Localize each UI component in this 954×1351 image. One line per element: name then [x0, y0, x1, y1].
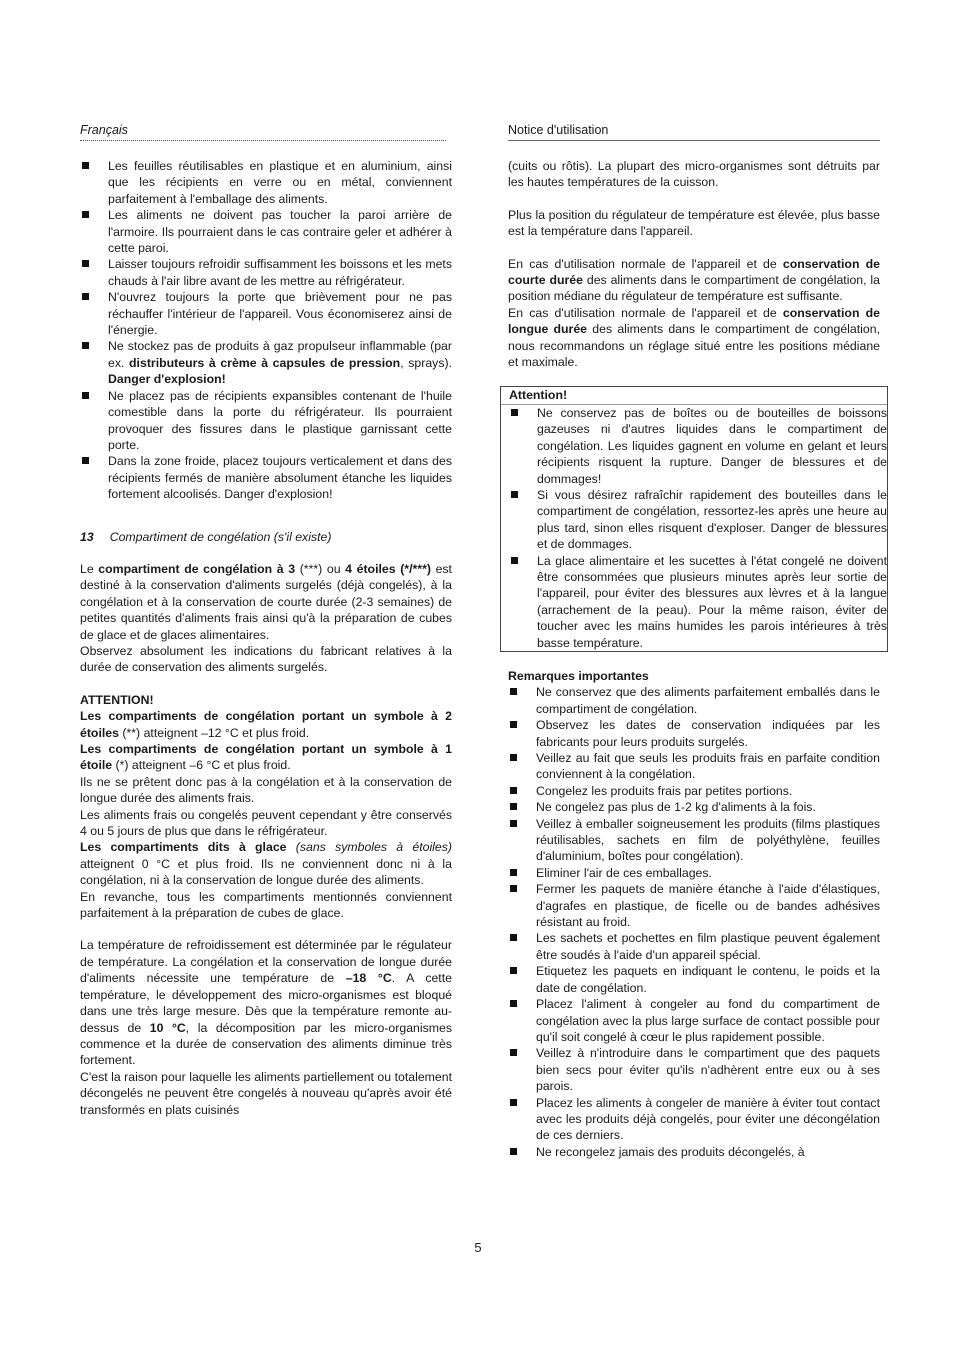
- attention-heading: ATTENTION!: [80, 692, 154, 707]
- attention-list: [501, 405, 887, 651]
- bullet-square-icon: [510, 1000, 517, 1007]
- list-item: Congelez les produits frais par petites portions.: [508, 783, 880, 799]
- fresh-food-paragraph: Les aliments frais ou congelés peuvent cependant y être conservés 4 ou 5 jours de plus que dans le réfrigérateur.: [80, 807, 452, 839]
- bullet-square-icon: [82, 211, 89, 218]
- temperature-paragraph: La température de refroidissement est déterminée par le régulateur de température. La congélation et la conservation de longue durée d'aliments nécessite une température de –18 °C. A cette température, le développement des micro-organismes est bloqué dans une très large mesure. Dès que la température remonte au-dessus de 10 °C, la décomposition par les micro-organismes commence et la durée de conservation des aliments diminue très fortement.: [80, 938, 452, 1068]
- header-language: Français: [80, 122, 446, 141]
- header-title: Notice d'utilisation: [508, 122, 880, 141]
- attention-box: [500, 386, 888, 652]
- remarks-heading: Remarques importantes: [508, 668, 649, 683]
- bullet-square-icon: [510, 754, 517, 761]
- bullet-square-icon: [510, 721, 517, 728]
- contrary-paragraph: En revanche, tous les compartiments mentionnés conviennent parfaitement à la préparation de cubes de glace.: [80, 889, 452, 921]
- one-star-paragraph: Les compartiments de congélation portant un symbole à 1 étoile (*) atteignent –6 °C et plus froid.: [80, 742, 452, 773]
- freezer-intro: Le compartiment de congélation à 3 (***) ou 4 étoiles (*/***) est destiné à la conservation d'aliments surgelés (déjà congelés), à la congélation et à la conservation de courte durée (2-3 semaines) de petites quantités d'aliments frais ainsi qu'à la préparation de cubes de glace et de glaces alimentaires.: [80, 561, 452, 642]
- bullet-square-icon: [82, 342, 89, 349]
- list-item: Placez l'aliment à congeler au fond du compartiment de congélation avec la plus large surface de contact possible pour qu'il soit congelé à cœur le plus rapidement possible.: [508, 996, 880, 1045]
- bullet-square-icon: [82, 392, 89, 399]
- short-term-paragraph: En cas d'utilisation normale de l'appareil et de conservation de courte durée des aliments dans le compartiment de congélation, la position médiane du régulateur de température est suffisante.: [508, 256, 881, 304]
- list-item: Ne recongelez jamais des produits décongelés, à: [508, 1144, 880, 1160]
- bullet-square-icon: [510, 885, 517, 892]
- list-item: Ne placez pas de récipients expansibles contenant de l'huile comestible dans la porte du réfrigérateur. Ils pourraient provoquer des fissures dans le plastique garnissant cette porte.: [80, 388, 452, 454]
- bullet-square-icon: [511, 557, 518, 564]
- ice-compartment-paragraph: Les compartiments dits à glace (sans symboles à étoiles) atteignent 0 °C et plus froid. Ils ne conviennent donc ni à la congélation, ni à la conservation de longue durée des aliments.: [80, 840, 452, 888]
- remarks-list: [508, 684, 880, 1160]
- bullet-square-icon: [510, 967, 517, 974]
- list-item: Ne conservez que des aliments parfaitement emballés dans le compartiment de congélation.: [508, 684, 880, 717]
- list-item: Etiquetez les paquets en indiquant le contenu, le poids et la date de congélation.: [508, 963, 880, 996]
- observe-paragraph: Observez absolument les indications du fabricant relatives à la durée de conservation des aliments surgelés.: [80, 643, 452, 675]
- bullet-square-icon: [82, 293, 89, 300]
- page-number: 5: [474, 1240, 482, 1255]
- bullet-square-icon: [510, 1148, 517, 1155]
- bullet-square-icon: [510, 787, 517, 794]
- list-item: Veillez au fait que seuls les produits frais en parfaite condition conviennent à la congélation.: [508, 750, 880, 783]
- list-item: Laisser toujours refroidir suffisamment les boissons et les mets chauds à l'air libre avant de les mettre au réfrigérateur.: [80, 256, 452, 289]
- bullet-square-icon: [510, 1099, 517, 1106]
- list-item: Observez les dates de conservation indiquées par les fabricants pour leurs produits surgelés.: [508, 717, 880, 750]
- bullet-square-icon: [510, 869, 517, 876]
- bullet-square-icon: [510, 820, 517, 827]
- not-suited-paragraph: Ils ne se prêtent donc pas à la congélation et à la conservation de longue durée des aliments frais.: [80, 774, 452, 806]
- bullet-square-icon: [82, 260, 89, 267]
- attention-box-title: Attention!: [501, 387, 887, 404]
- list-item: Ne stockez pas de produits à gaz propulseur inflammable (par ex. distributeurs à crème à capsules de pression, sprays). Danger d'explosion!: [80, 338, 452, 387]
- two-star-paragraph: Les compartiments de congélation portant un symbole à 2 étoiles (**) atteignent –12 °C et plus froid.: [80, 709, 452, 740]
- continuation-paragraph: (cuits ou rôtis). La plupart des micro-organismes sont détruits par les hautes températures de la cuisson.: [508, 159, 880, 190]
- list-item: Fermer les paquets de manière étanche à l'aide d'élastiques, d'agrafes en plastique, de ficelle ou de bandes adhésives résistant au froid.: [508, 881, 880, 930]
- bullet-square-icon: [82, 457, 89, 464]
- list-item: Veillez à emballer soigneusement les produits (films plastiques réutilisables, sachets en film de polyéthylène, feuilles d'aluminium, boîtes pour congélation).: [508, 816, 880, 865]
- list-item: Ne congelez pas plus de 1-2 kg d'aliments à la fois.: [508, 799, 880, 815]
- bullet-square-icon: [511, 409, 518, 416]
- list-item: Les feuilles réutilisables en plastique et en aluminium, ainsi que les récipients en verre ou en métal, conviennent parfaitement à l'emballage des aliments.: [80, 158, 452, 207]
- list-item: Les aliments ne doivent pas toucher la paroi arrière de l'armoire. Ils pourraient dans le cas contraire geler et adhérer à cette paroi.: [80, 207, 452, 256]
- bullet-square-icon: [510, 803, 517, 810]
- bullet-square-icon: [82, 162, 89, 169]
- list-item: Dans la zone froide, placez toujours verticalement et dans des récipients fermés de manière absolument étanche les liquides fortement alcoolisés. Danger d'explosion!: [80, 453, 452, 502]
- section-heading: 13 Compartiment de congélation (s'il existe): [80, 529, 332, 544]
- list-item: Veillez à n'introduire dans le compartiment que des paquets bien secs pour éviter qu'ils n'adhèrent entre eux ou à ses parois.: [508, 1045, 880, 1094]
- list-item: Eliminer l'air de ces emballages.: [508, 865, 880, 881]
- list-item: N'ouvrez toujours la porte que brièvement pour ne pas réchauffer l'intérieur de l'appareil. Vous économiserez ainsi de l'énergie.: [80, 289, 452, 338]
- left-column: [80, 158, 452, 1118]
- list-item: Placez les aliments à congeler de manière à éviter tout contact avec les produits déjà congelés, pour éviter une décongélation de ces derniers.: [508, 1095, 880, 1144]
- list-item: Si vous désirez rafraîchir rapidement des bouteilles dans le compartiment de congélation, ressortez-les après une heure au plus tard, sinon elles risquent d'exploser. Danger de blessures et de dommages.: [509, 487, 887, 553]
- reason-paragraph: C'est la raison pour laquelle les aliments partiellement ou totalement décongelés ne peuvent être congelés à nouveau qu'après avoir été transformés en plats cuisinés: [80, 1069, 452, 1117]
- bullet-square-icon: [510, 934, 517, 941]
- right-column: [508, 158, 887, 1160]
- long-term-paragraph: En cas d'utilisation normale de l'appareil et de conservation de longue durée des aliments dans le compartiment de congélation, nous recommandons un réglage situé entre les positions médiane et maximale.: [508, 305, 880, 370]
- bullet-square-icon: [511, 491, 518, 498]
- list-item: Ne conservez pas de boîtes ou de bouteilles de boissons gazeuses ni d'autres liquides dans le compartiment de congélation. Les liquides gagnent en volume en gelant et leurs récipients risquent la rupture. Danger de blessures et de dommages!: [509, 405, 887, 487]
- list-item: La glace alimentaire et les sucettes à l'état congelé ne doivent être consommées que plusieurs minutes après leur sortie de l'appareil, pour éviter des blessures aux lèvres et à la langue (arrachement de la peau). Pour la même raison, éviter de toucher avec les mains humides les parois intérieures à très basse température.: [509, 553, 887, 651]
- bullet-square-icon: [510, 1049, 517, 1056]
- storage-tips-list: [80, 158, 452, 503]
- regulator-paragraph: Plus la position du régulateur de température est élevée, plus basse est la température dans l'appareil.: [508, 207, 880, 239]
- list-item: Les sachets et pochettes en film plastique peuvent également être soudés à l'aide d'un appareil spécial.: [508, 930, 880, 963]
- bullet-square-icon: [510, 688, 517, 695]
